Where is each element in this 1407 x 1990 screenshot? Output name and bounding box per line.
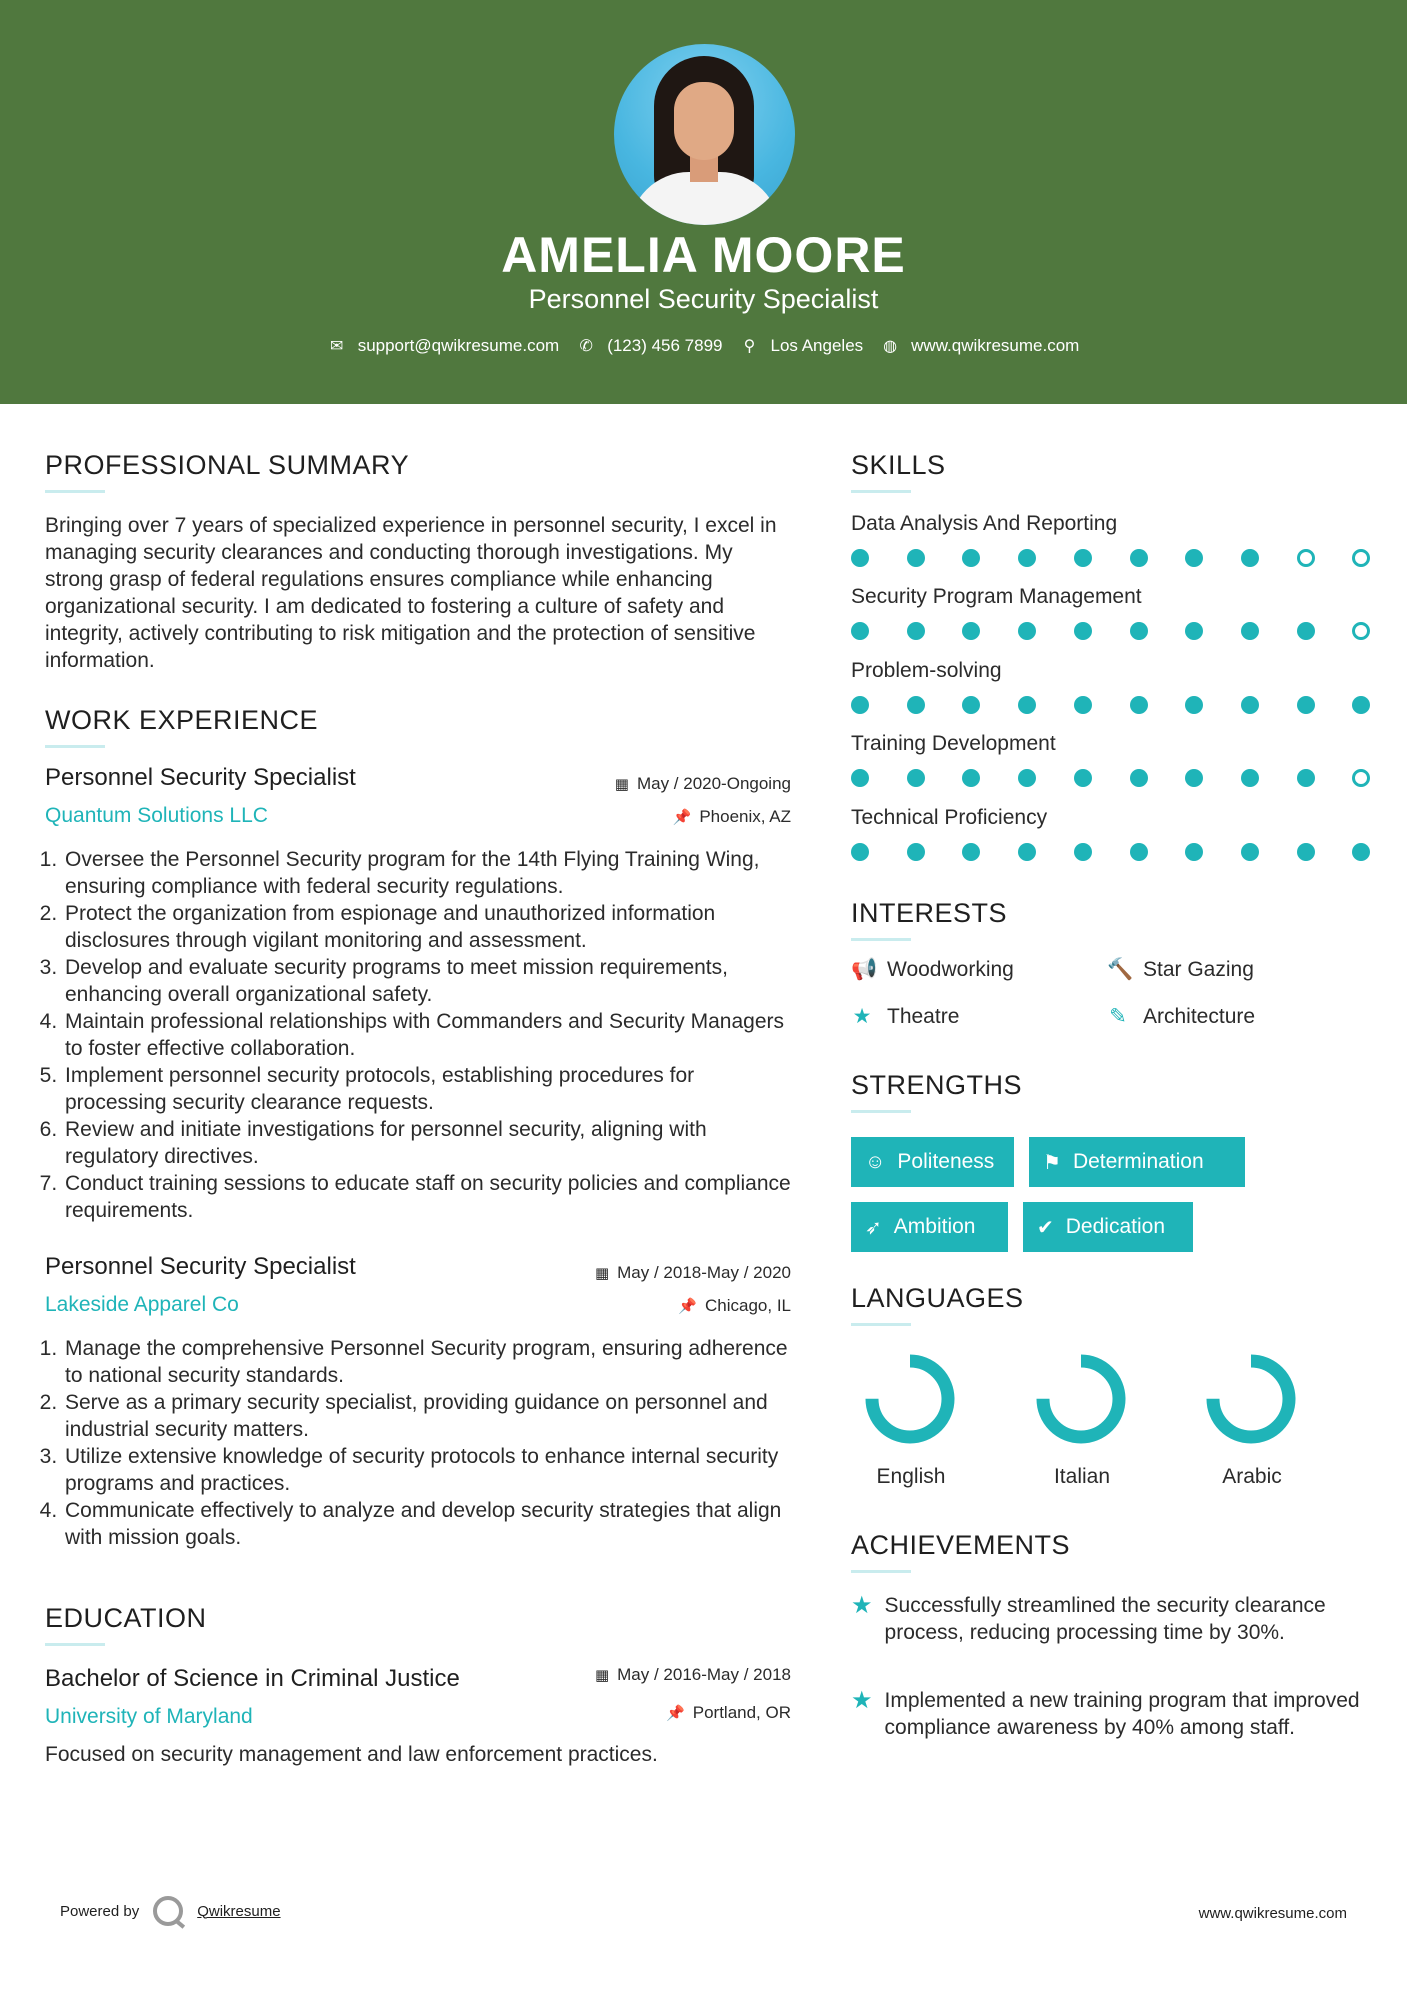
job-title-2: Personnel Security Specialist [45,1253,356,1280]
skill-dot-filled [1241,622,1259,640]
skill-dot-filled [962,843,980,861]
ticket-icon: ✎ [1109,1005,1127,1028]
rocket-icon: ➶ [865,1216,882,1239]
job-dates-1: ▦ May / 2020-Ongoing [614,774,791,793]
skill-dot-filled [1352,843,1370,861]
skill-dot-filled [962,549,980,567]
skill-name: Technical Proficiency [851,806,1048,829]
languages-heading-underline [851,1323,911,1326]
skill-name: Training Development [851,732,1056,755]
school-name: University of Maryland [45,1705,253,1728]
skill-dot-filled [1074,549,1092,567]
list-item: 7. Conduct training sessions to educate staff on security policies and compliance requirements. [63,1170,795,1224]
calendar-icon: ▦ [594,1265,610,1282]
skill-rating [851,622,1361,642]
skill-dot-filled [1297,696,1315,714]
skill-dot-filled [1018,549,1036,567]
contact-bar [0,336,1407,356]
skills-heading: SKILLS [851,450,946,480]
skill-dot-filled [1241,843,1259,861]
strengths-heading: STRENGTHS [851,1070,1023,1100]
language-ring-arc [1213,1361,1289,1437]
achievement-item: ★ Successfully streamlined the security clearance process, reducing processing time by 30%. [851,1592,1326,1644]
footer-powered-by: Powered by Qwikresume [60,1896,281,1926]
list-item: 2. Protect the organization from espionage and unauthorized information disclosures through vigilant monitoring and assessment. [63,900,795,954]
job-company-2: Lakeside Apparel Co [45,1293,239,1316]
skill-dot-filled [1074,622,1092,640]
language-label: English [876,1465,946,1488]
skill-dot-filled [907,696,925,714]
list-item: 1. Oversee the Personnel Security program for the 14th Flying Training Wing, ensuring compliance with federal security regulations. [63,846,795,900]
pushpin-icon: 📌 [666,1705,685,1722]
resume-header [0,0,1407,404]
job-dates-2: ▦ May / 2018-May / 2020 [594,1263,791,1282]
skill-dot-filled [907,843,925,861]
skill-rating [851,769,1361,789]
summary-heading: PROFESSIONAL SUMMARY [45,450,410,480]
shooting-star-icon: ★ [851,1592,873,1619]
skill-dot-filled [1074,843,1092,861]
language-ring-arc [1043,1361,1119,1437]
skill-dot-filled [962,622,980,640]
contact-email[interactable]: ✉ support@qwikresume.com [328,336,560,356]
interest-item: 📢 Woodworking [851,958,1014,981]
education-location: 📌 Portland, OR [666,1703,791,1722]
candidate-name: AMELIA MOORE [501,227,906,283]
skill-name: Problem-solving [851,659,1002,682]
skill-dot-filled [1241,696,1259,714]
skill-dot-filled [962,696,980,714]
skill-dot-filled [851,622,869,640]
skill-dot-filled [907,549,925,567]
list-item: 1. Manage the comprehensive Personnel Security program, ensuring adherence to national security standards. [63,1335,795,1389]
phone-icon: ✆ [579,338,593,355]
skill-dot-filled [1185,769,1203,787]
check-circle-icon: ✔ [1037,1216,1054,1239]
interest-item: 🔨 Star Gazing [1107,958,1254,981]
skill-dot-filled [1130,843,1148,861]
education-heading-underline [45,1643,105,1646]
interests-heading-underline [851,938,911,941]
job-location-1: 📌 Phoenix, AZ [672,807,791,826]
job-duties-2 [45,1335,795,1551]
language-ring [864,1353,956,1445]
language-label: Arabic [1222,1465,1282,1488]
skills-heading-underline [851,490,911,493]
skill-dot-filled [851,549,869,567]
languages-heading: LANGUAGES [851,1283,1024,1313]
profile-photo [614,44,795,225]
job-title-1: Personnel Security Specialist [45,764,356,791]
envelope-icon: ✉ [329,338,344,355]
interests-heading: INTERESTS [851,898,1008,928]
skill-dot-filled [1130,549,1148,567]
strength-badge: ✔ Dedication [1023,1202,1193,1252]
list-item: 4. Communicate effectively to analyze and develop security strategies that align with mission goals. [63,1497,795,1551]
skill-dot-filled [851,696,869,714]
language-ring-arc [872,1361,948,1437]
education-description: Focused on security management and law enforcement practices. [45,1743,658,1766]
job-duties-1 [45,846,795,1224]
skill-dot-filled [1018,769,1036,787]
skill-dot-filled [1185,843,1203,861]
star-icon: ★ [852,1005,872,1028]
skill-rating [851,696,1361,716]
education-heading: EDUCATION [45,1603,207,1633]
contact-website[interactable]: ◍ www.qwikresume.com [881,336,1079,356]
globe-icon: ◍ [883,338,898,355]
skill-rating [851,843,1361,863]
hammer-icon: 🔨 [1107,958,1134,981]
degree-title: Bachelor of Science in Criminal Justice [45,1665,460,1692]
calendar-icon: ▦ [594,1667,610,1684]
interest-item: ✎ Architecture [1107,1004,1255,1029]
location-pin-icon: ⚲ [743,338,756,355]
skill-dot-filled [1241,769,1259,787]
qwikresume-logo-icon [153,1896,183,1926]
candidate-title: Personnel Security Specialist [528,284,879,314]
strength-badge: ☺ Politeness [851,1137,1014,1187]
skill-dot-filled [1018,696,1036,714]
shooting-star-icon: ★ [851,1687,873,1714]
skill-dot-filled [1018,843,1036,861]
education-dates: ▦ May / 2016-May / 2018 [594,1665,791,1684]
skill-dot-empty [1352,622,1370,640]
list-item: 6. Review and initiate investigations for personnel security, aligning with regulatory directives. [63,1116,795,1170]
skill-dot-filled [1185,549,1203,567]
skill-dot-filled [1130,696,1148,714]
job-location-2: 📌 Chicago, IL [678,1296,791,1315]
skill-dot-filled [907,622,925,640]
calendar-icon: ▦ [614,776,629,793]
skill-dot-filled [1241,549,1259,567]
achievement-item: ★ Implemented a new training program that improved compliance awareness by 40% among staff. [851,1687,1360,1739]
achievements-heading: ACHIEVEMENTS [851,1530,1071,1560]
skill-dot-filled [851,769,869,787]
skill-dot-filled [1018,622,1036,640]
megaphone-icon: 📢 [851,958,878,981]
achievements-heading-underline [851,1570,911,1573]
skill-rating [851,549,1361,569]
skill-dot-filled [1130,622,1148,640]
skill-dot-filled [1074,696,1092,714]
summary-text: Bringing over 7 years of specialized experience in personnel security, I excel in managing security clearances and conducting thorough investigations. My strong grasp of federal regulations ensures compliance while enhancing organizational security. I am dedicated to fostering a culture of safety and integrity, actively contributing to risk mitigation and the protection of sensitive information. [45,514,777,672]
list-item: 2. Serve as a primary security specialist, providing guidance on personnel and industrial security matters. [63,1389,795,1443]
job-company-1: Quantum Solutions LLC [45,804,268,827]
skill-dot-filled [1297,622,1315,640]
interest-item: ★ Theatre [852,1004,960,1028]
language-label: Italian [1053,1465,1111,1488]
skill-dot-empty [1297,549,1315,567]
skill-dot-filled [1185,696,1203,714]
language-ring [1035,1353,1127,1445]
skill-dot-filled [1297,769,1315,787]
skill-name: Data Analysis And Reporting [851,512,1118,535]
skill-dot-filled [1185,622,1203,640]
footer-website[interactable]: www.qwikresume.com [1198,1905,1347,1922]
experience-heading: WORK EXPERIENCE [45,705,319,735]
skill-dot-filled [1130,769,1148,787]
strength-badge: ➶ Ambition [851,1202,1008,1252]
skill-name: Security Program Management [851,585,1142,608]
strength-badge: ⚑ Determination [1029,1137,1245,1187]
skill-dot-filled [851,843,869,861]
skill-dot-filled [1352,696,1370,714]
experience-heading-underline [45,745,105,748]
list-item: 5. Implement personnel security protocols, establishing procedures for processing security clearance requests. [63,1062,795,1116]
contact-location: ⚲ Los Angeles [741,336,864,356]
qwikresume-link[interactable]: Qwikresume [197,1902,281,1920]
skill-dot-filled [962,769,980,787]
pushpin-icon: 📌 [678,1298,697,1315]
strengths-heading-underline [851,1110,911,1113]
contact-phone[interactable]: ✆ (123) 456 7899 [577,336,722,356]
list-item: 3. Utilize extensive knowledge of security protocols to enhance internal security programs and practices. [63,1443,795,1497]
language-ring [1205,1353,1297,1445]
pushpin-icon: 📌 [672,809,692,826]
flag-icon: ⚑ [1043,1151,1061,1174]
skill-dot-filled [907,769,925,787]
list-item: 4. Maintain professional relationships with Commanders and Security Managers to foster effective collaboration. [63,1008,795,1062]
skill-dot-empty [1352,549,1370,567]
skill-dot-filled [1074,769,1092,787]
skill-dot-filled [1297,843,1315,861]
list-item: 3. Develop and evaluate security programs to meet mission requirements, enhancing overall organizational safety. [63,954,795,1008]
summary-heading-underline [45,490,105,493]
skill-dot-empty [1352,769,1370,787]
smile-icon: ☺ [865,1150,886,1173]
